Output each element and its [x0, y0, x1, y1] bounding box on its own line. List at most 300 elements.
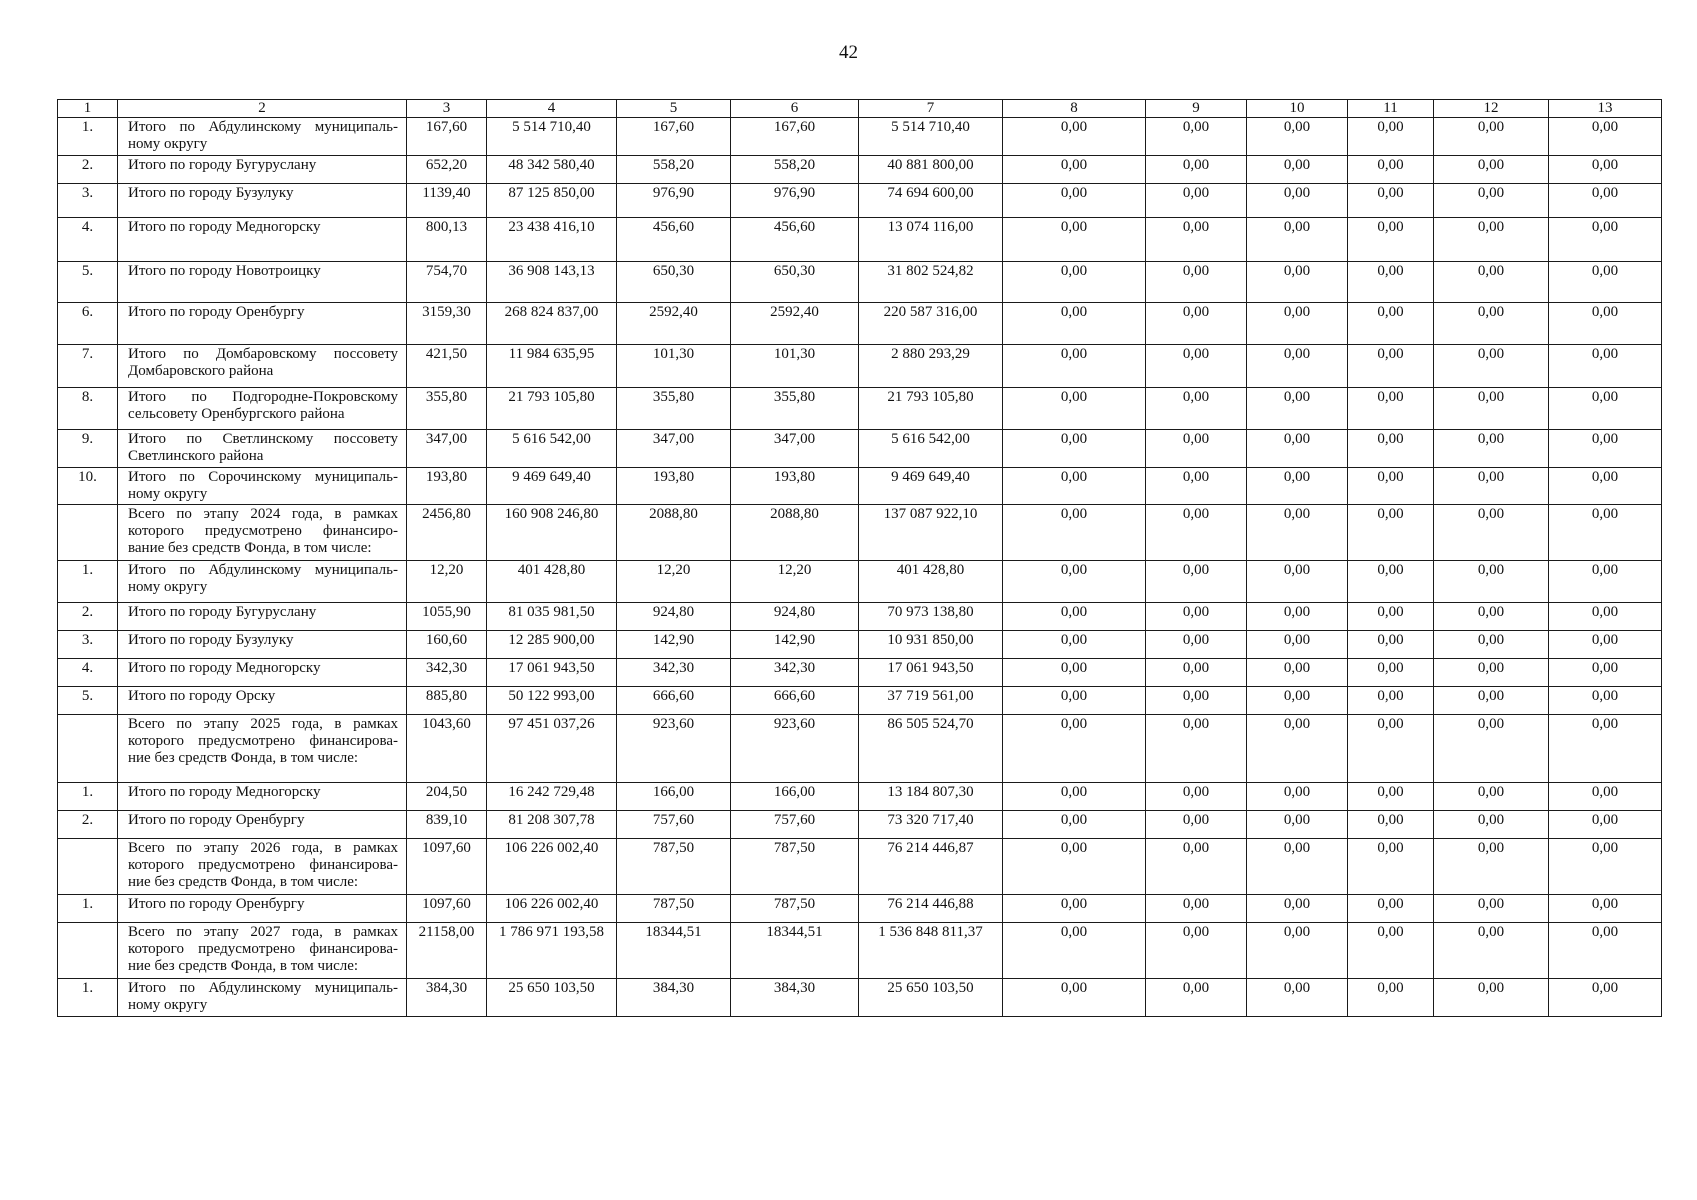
table-row: [58, 687, 1662, 715]
value-cell-c12: 0,00: [1434, 262, 1549, 303]
value-cell-c5: 167,60: [617, 118, 731, 156]
value-cell-c5: 787,50: [617, 895, 731, 923]
value-cell-c9: 0,00: [1146, 895, 1247, 923]
value-cell-c3: 652,20: [407, 156, 487, 184]
value-cell-c6: 558,20: [731, 156, 859, 184]
value-cell-c5: 347,00: [617, 430, 731, 468]
column-number-header: 6: [731, 100, 859, 118]
value-cell-c3: 421,50: [407, 345, 487, 388]
value-cell-c11: 0,00: [1348, 118, 1434, 156]
value-cell-c11: 0,00: [1348, 505, 1434, 561]
value-cell-c12: 0,00: [1434, 303, 1549, 345]
value-cell-c8: 0,00: [1003, 218, 1146, 262]
row-number-cell: 7.: [58, 345, 118, 388]
row-name-cell: Итого по городу Оренбургу: [118, 895, 407, 923]
value-cell-c9: 0,00: [1146, 118, 1247, 156]
row-number-cell: [58, 715, 118, 783]
value-cell-c9: 0,00: [1146, 979, 1247, 1017]
value-cell-c7: 76 214 446,87: [859, 839, 1003, 895]
value-cell-c3: 2456,80: [407, 505, 487, 561]
value-cell-c9: 0,00: [1146, 783, 1247, 811]
value-cell-c13: 0,00: [1549, 603, 1662, 631]
row-number-cell: 5.: [58, 687, 118, 715]
table-row: [58, 430, 1662, 468]
value-cell-c7: 220 587 316,00: [859, 303, 1003, 345]
table-row: [58, 783, 1662, 811]
value-cell-c8: 0,00: [1003, 715, 1146, 783]
row-number-cell: 1.: [58, 895, 118, 923]
value-cell-c11: 0,00: [1348, 811, 1434, 839]
value-cell-c4: 81 035 981,50: [487, 603, 617, 631]
value-cell-c3: 12,20: [407, 561, 487, 603]
table-row: [58, 715, 1662, 783]
table-row: [58, 468, 1662, 505]
value-cell-c4: 50 122 993,00: [487, 687, 617, 715]
value-cell-c7: 13 074 116,00: [859, 218, 1003, 262]
value-cell-c4: 11 984 635,95: [487, 345, 617, 388]
value-cell-c8: 0,00: [1003, 923, 1146, 979]
value-cell-c3: 342,30: [407, 659, 487, 687]
value-cell-c3: 754,70: [407, 262, 487, 303]
table-row: [58, 631, 1662, 659]
column-number-header: 8: [1003, 100, 1146, 118]
row-name-cell: Итого по городу Бугуруслану: [118, 603, 407, 631]
value-cell-c13: 0,00: [1549, 468, 1662, 505]
row-name-cell: Итого по Домбаровскому поссовету Домбаровского района: [118, 345, 407, 388]
value-cell-c11: 0,00: [1348, 430, 1434, 468]
value-cell-c5: 2592,40: [617, 303, 731, 345]
row-number-cell: 10.: [58, 468, 118, 505]
row-number-cell: [58, 505, 118, 561]
row-name-cell: Итого по городу Бузулуку: [118, 631, 407, 659]
value-cell-c9: 0,00: [1146, 430, 1247, 468]
column-number-header: 2: [118, 100, 407, 118]
row-name-cell: Итого по городу Оренбургу: [118, 303, 407, 345]
table-row: [58, 603, 1662, 631]
value-cell-c11: 0,00: [1348, 388, 1434, 430]
value-cell-c8: 0,00: [1003, 783, 1146, 811]
value-cell-c4: 160 908 246,80: [487, 505, 617, 561]
value-cell-c7: 5 514 710,40: [859, 118, 1003, 156]
value-cell-c12: 0,00: [1434, 218, 1549, 262]
value-cell-c5: 923,60: [617, 715, 731, 783]
value-cell-c9: 0,00: [1146, 687, 1247, 715]
page-number: 42: [839, 42, 858, 63]
value-cell-c10: 0,00: [1247, 303, 1348, 345]
row-name-cell: Итого по городу Медногорску: [118, 218, 407, 262]
value-cell-c10: 0,00: [1247, 811, 1348, 839]
value-cell-c13: 0,00: [1549, 561, 1662, 603]
column-number-header: 4: [487, 100, 617, 118]
table-row: [58, 505, 1662, 561]
value-cell-c12: 0,00: [1434, 468, 1549, 505]
value-cell-c3: 839,10: [407, 811, 487, 839]
value-cell-c9: 0,00: [1146, 388, 1247, 430]
value-cell-c5: 12,20: [617, 561, 731, 603]
value-cell-c9: 0,00: [1146, 303, 1247, 345]
value-cell-c5: 924,80: [617, 603, 731, 631]
row-name-cell: Итого по городу Бугуруслану: [118, 156, 407, 184]
value-cell-c5: 666,60: [617, 687, 731, 715]
value-cell-c11: 0,00: [1348, 184, 1434, 218]
value-cell-c7: 21 793 105,80: [859, 388, 1003, 430]
value-cell-c11: 0,00: [1348, 923, 1434, 979]
value-cell-c6: 167,60: [731, 118, 859, 156]
value-cell-c7: 74 694 600,00: [859, 184, 1003, 218]
value-cell-c9: 0,00: [1146, 262, 1247, 303]
table-row: [58, 561, 1662, 603]
value-cell-c9: 0,00: [1146, 923, 1247, 979]
value-cell-c9: 0,00: [1146, 659, 1247, 687]
value-cell-c13: 0,00: [1549, 156, 1662, 184]
row-number-cell: 2.: [58, 156, 118, 184]
row-name-cell: Итого по городу Оренбургу: [118, 811, 407, 839]
value-cell-c4: 48 342 580,40: [487, 156, 617, 184]
row-name-cell: Итого по Светлинскому поссовету Светлинского района: [118, 430, 407, 468]
value-cell-c4: 106 226 002,40: [487, 895, 617, 923]
value-cell-c3: 1043,60: [407, 715, 487, 783]
value-cell-c6: 142,90: [731, 631, 859, 659]
value-cell-c5: 142,90: [617, 631, 731, 659]
value-cell-c10: 0,00: [1247, 631, 1348, 659]
value-cell-c9: 0,00: [1146, 505, 1247, 561]
value-cell-c3: 1139,40: [407, 184, 487, 218]
column-number-header: 11: [1348, 100, 1434, 118]
value-cell-c11: 0,00: [1348, 561, 1434, 603]
value-cell-c12: 0,00: [1434, 783, 1549, 811]
row-number-cell: 1.: [58, 783, 118, 811]
value-cell-c12: 0,00: [1434, 923, 1549, 979]
value-cell-c4: 25 650 103,50: [487, 979, 617, 1017]
row-name-cell: Итого по Абдулинскому муниципаль-ному округу: [118, 561, 407, 603]
value-cell-c6: 193,80: [731, 468, 859, 505]
value-cell-c10: 0,00: [1247, 262, 1348, 303]
value-cell-c4: 268 824 837,00: [487, 303, 617, 345]
table-row: [58, 345, 1662, 388]
row-name-cell: Всего по этапу 2025 года, в рамках которого предусмотрено финансирова-ние без средств Фонда, в том числе:: [118, 715, 407, 783]
value-cell-c12: 0,00: [1434, 388, 1549, 430]
value-cell-c6: 787,50: [731, 839, 859, 895]
value-cell-c4: 106 226 002,40: [487, 839, 617, 895]
table-body: [58, 118, 1662, 1017]
value-cell-c6: 456,60: [731, 218, 859, 262]
table-row: [58, 303, 1662, 345]
value-cell-c7: 2 880 293,29: [859, 345, 1003, 388]
column-number-header: 9: [1146, 100, 1247, 118]
value-cell-c11: 0,00: [1348, 156, 1434, 184]
row-name-cell: Всего по этапу 2027 года, в рамках которого предусмотрено финансирова-ние без средств Фонда, в том числе:: [118, 923, 407, 979]
value-cell-c11: 0,00: [1348, 895, 1434, 923]
value-cell-c6: 666,60: [731, 687, 859, 715]
value-cell-c8: 0,00: [1003, 262, 1146, 303]
value-cell-c10: 0,00: [1247, 659, 1348, 687]
value-cell-c6: 924,80: [731, 603, 859, 631]
value-cell-c7: 73 320 717,40: [859, 811, 1003, 839]
value-cell-c10: 0,00: [1247, 783, 1348, 811]
value-cell-c10: 0,00: [1247, 468, 1348, 505]
row-name-cell: Итого по Сорочинскому муниципаль-ному округу: [118, 468, 407, 505]
row-name-cell: Итого по городу Медногорску: [118, 659, 407, 687]
row-number-cell: 3.: [58, 631, 118, 659]
value-cell-c4: 12 285 900,00: [487, 631, 617, 659]
row-number-cell: 8.: [58, 388, 118, 430]
value-cell-c13: 0,00: [1549, 783, 1662, 811]
row-number-cell: 1.: [58, 561, 118, 603]
column-number-header: 12: [1434, 100, 1549, 118]
value-cell-c4: 81 208 307,78: [487, 811, 617, 839]
value-cell-c13: 0,00: [1549, 659, 1662, 687]
column-number-header: 5: [617, 100, 731, 118]
value-cell-c3: 885,80: [407, 687, 487, 715]
value-cell-c5: 558,20: [617, 156, 731, 184]
value-cell-c3: 160,60: [407, 631, 487, 659]
value-cell-c7: 1 536 848 811,37: [859, 923, 1003, 979]
header-row: [58, 100, 1662, 118]
value-cell-c4: 1 786 971 193,58: [487, 923, 617, 979]
value-cell-c13: 0,00: [1549, 388, 1662, 430]
value-cell-c10: 0,00: [1247, 561, 1348, 603]
value-cell-c13: 0,00: [1549, 811, 1662, 839]
value-cell-c3: 355,80: [407, 388, 487, 430]
value-cell-c6: 166,00: [731, 783, 859, 811]
value-cell-c10: 0,00: [1247, 979, 1348, 1017]
value-cell-c3: 1097,60: [407, 839, 487, 895]
value-cell-c4: 87 125 850,00: [487, 184, 617, 218]
value-cell-c8: 0,00: [1003, 184, 1146, 218]
value-cell-c9: 0,00: [1146, 345, 1247, 388]
value-cell-c12: 0,00: [1434, 715, 1549, 783]
value-cell-c10: 0,00: [1247, 118, 1348, 156]
value-cell-c10: 0,00: [1247, 715, 1348, 783]
value-cell-c4: 97 451 037,26: [487, 715, 617, 783]
value-cell-c12: 0,00: [1434, 184, 1549, 218]
value-cell-c13: 0,00: [1549, 923, 1662, 979]
row-number-cell: 4.: [58, 218, 118, 262]
value-cell-c7: 86 505 524,70: [859, 715, 1003, 783]
row-number-cell: 9.: [58, 430, 118, 468]
value-cell-c7: 31 802 524,82: [859, 262, 1003, 303]
value-cell-c3: 167,60: [407, 118, 487, 156]
row-name-cell: Итого по Абдулинскому муниципаль-ному округу: [118, 979, 407, 1017]
value-cell-c9: 0,00: [1146, 811, 1247, 839]
value-cell-c4: 401 428,80: [487, 561, 617, 603]
row-number-cell: 1.: [58, 118, 118, 156]
column-number-header: 10: [1247, 100, 1348, 118]
value-cell-c12: 0,00: [1434, 979, 1549, 1017]
value-cell-c5: 193,80: [617, 468, 731, 505]
value-cell-c13: 0,00: [1549, 839, 1662, 895]
value-cell-c5: 2088,80: [617, 505, 731, 561]
column-number-header: 7: [859, 100, 1003, 118]
value-cell-c5: 757,60: [617, 811, 731, 839]
value-cell-c3: 347,00: [407, 430, 487, 468]
table-row: [58, 979, 1662, 1017]
value-cell-c3: 800,13: [407, 218, 487, 262]
value-cell-c5: 18344,51: [617, 923, 731, 979]
value-cell-c7: 9 469 649,40: [859, 468, 1003, 505]
value-cell-c11: 0,00: [1348, 603, 1434, 631]
table-row: [58, 218, 1662, 262]
value-cell-c10: 0,00: [1247, 603, 1348, 631]
value-cell-c8: 0,00: [1003, 505, 1146, 561]
value-cell-c4: 21 793 105,80: [487, 388, 617, 430]
table-row: [58, 811, 1662, 839]
value-cell-c7: 401 428,80: [859, 561, 1003, 603]
value-cell-c8: 0,00: [1003, 303, 1146, 345]
value-cell-c10: 0,00: [1247, 388, 1348, 430]
table-row: [58, 839, 1662, 895]
value-cell-c8: 0,00: [1003, 156, 1146, 184]
value-cell-c4: 5 616 542,00: [487, 430, 617, 468]
table-row: [58, 923, 1662, 979]
value-cell-c11: 0,00: [1348, 262, 1434, 303]
column-number-header: 13: [1549, 100, 1662, 118]
value-cell-c7: 76 214 446,88: [859, 895, 1003, 923]
value-cell-c8: 0,00: [1003, 561, 1146, 603]
value-cell-c6: 101,30: [731, 345, 859, 388]
value-cell-c9: 0,00: [1146, 631, 1247, 659]
value-cell-c4: 36 908 143,13: [487, 262, 617, 303]
value-cell-c10: 0,00: [1247, 218, 1348, 262]
value-cell-c5: 101,30: [617, 345, 731, 388]
row-name-cell: Итого по городу Медногорску: [118, 783, 407, 811]
value-cell-c6: 347,00: [731, 430, 859, 468]
value-cell-c4: 16 242 729,48: [487, 783, 617, 811]
row-name-cell: Всего по этапу 2026 года, в рамках которого предусмотрено финансирова-ние без средств Фонда, в том числе:: [118, 839, 407, 895]
value-cell-c3: 1055,90: [407, 603, 487, 631]
value-cell-c8: 0,00: [1003, 839, 1146, 895]
value-cell-c11: 0,00: [1348, 659, 1434, 687]
value-cell-c13: 0,00: [1549, 505, 1662, 561]
value-cell-c13: 0,00: [1549, 895, 1662, 923]
value-cell-c13: 0,00: [1549, 715, 1662, 783]
value-cell-c5: 650,30: [617, 262, 731, 303]
value-cell-c13: 0,00: [1549, 687, 1662, 715]
value-cell-c13: 0,00: [1549, 979, 1662, 1017]
value-cell-c4: 17 061 943,50: [487, 659, 617, 687]
value-cell-c13: 0,00: [1549, 118, 1662, 156]
value-cell-c8: 0,00: [1003, 345, 1146, 388]
table-row: [58, 118, 1662, 156]
value-cell-c7: 37 719 561,00: [859, 687, 1003, 715]
table-row: [58, 388, 1662, 430]
value-cell-c12: 0,00: [1434, 631, 1549, 659]
table-row: [58, 184, 1662, 218]
value-cell-c5: 166,00: [617, 783, 731, 811]
row-name-cell: Итого по Абдулинскому муниципаль-ному округу: [118, 118, 407, 156]
row-name-cell: Всего по этапу 2024 года, в рамках которого предусмотрено финансиро-вание без средств Фонда, в том числе:: [118, 505, 407, 561]
value-cell-c10: 0,00: [1247, 839, 1348, 895]
table-row: [58, 262, 1662, 303]
value-cell-c7: 70 973 138,80: [859, 603, 1003, 631]
table-header: [58, 100, 1662, 118]
value-cell-c9: 0,00: [1146, 561, 1247, 603]
value-cell-c9: 0,00: [1146, 156, 1247, 184]
value-cell-c10: 0,00: [1247, 430, 1348, 468]
finance-table: [57, 99, 1662, 1017]
row-name-cell: Итого по городу Орску: [118, 687, 407, 715]
value-cell-c6: 923,60: [731, 715, 859, 783]
value-cell-c9: 0,00: [1146, 184, 1247, 218]
value-cell-c6: 355,80: [731, 388, 859, 430]
value-cell-c5: 787,50: [617, 839, 731, 895]
value-cell-c6: 650,30: [731, 262, 859, 303]
value-cell-c8: 0,00: [1003, 811, 1146, 839]
value-cell-c4: 5 514 710,40: [487, 118, 617, 156]
value-cell-c13: 0,00: [1549, 218, 1662, 262]
row-number-cell: 3.: [58, 184, 118, 218]
value-cell-c11: 0,00: [1348, 218, 1434, 262]
value-cell-c4: 9 469 649,40: [487, 468, 617, 505]
value-cell-c12: 0,00: [1434, 345, 1549, 388]
value-cell-c3: 204,50: [407, 783, 487, 811]
value-cell-c8: 0,00: [1003, 895, 1146, 923]
value-cell-c6: 342,30: [731, 659, 859, 687]
value-cell-c6: 12,20: [731, 561, 859, 603]
row-number-cell: 4.: [58, 659, 118, 687]
value-cell-c13: 0,00: [1549, 262, 1662, 303]
column-number-header: 3: [407, 100, 487, 118]
value-cell-c13: 0,00: [1549, 345, 1662, 388]
table-row: [58, 659, 1662, 687]
value-cell-c3: 21158,00: [407, 923, 487, 979]
value-cell-c6: 18344,51: [731, 923, 859, 979]
value-cell-c11: 0,00: [1348, 979, 1434, 1017]
value-cell-c7: 40 881 800,00: [859, 156, 1003, 184]
value-cell-c7: 13 184 807,30: [859, 783, 1003, 811]
value-cell-c10: 0,00: [1247, 895, 1348, 923]
value-cell-c11: 0,00: [1348, 839, 1434, 895]
value-cell-c8: 0,00: [1003, 631, 1146, 659]
row-number-cell: 2.: [58, 811, 118, 839]
value-cell-c12: 0,00: [1434, 687, 1549, 715]
value-cell-c10: 0,00: [1247, 184, 1348, 218]
value-cell-c7: 10 931 850,00: [859, 631, 1003, 659]
value-cell-c11: 0,00: [1348, 783, 1434, 811]
value-cell-c8: 0,00: [1003, 118, 1146, 156]
value-cell-c10: 0,00: [1247, 923, 1348, 979]
value-cell-c13: 0,00: [1549, 303, 1662, 345]
value-cell-c3: 193,80: [407, 468, 487, 505]
value-cell-c8: 0,00: [1003, 430, 1146, 468]
value-cell-c13: 0,00: [1549, 184, 1662, 218]
value-cell-c9: 0,00: [1146, 603, 1247, 631]
value-cell-c6: 757,60: [731, 811, 859, 839]
value-cell-c3: 1097,60: [407, 895, 487, 923]
row-number-cell: 2.: [58, 603, 118, 631]
value-cell-c6: 2592,40: [731, 303, 859, 345]
value-cell-c12: 0,00: [1434, 811, 1549, 839]
row-number-cell: 1.: [58, 979, 118, 1017]
value-cell-c8: 0,00: [1003, 468, 1146, 505]
value-cell-c8: 0,00: [1003, 687, 1146, 715]
value-cell-c12: 0,00: [1434, 430, 1549, 468]
value-cell-c6: 787,50: [731, 895, 859, 923]
value-cell-c3: 384,30: [407, 979, 487, 1017]
value-cell-c8: 0,00: [1003, 659, 1146, 687]
value-cell-c4: 23 438 416,10: [487, 218, 617, 262]
value-cell-c6: 2088,80: [731, 505, 859, 561]
value-cell-c10: 0,00: [1247, 345, 1348, 388]
value-cell-c11: 0,00: [1348, 303, 1434, 345]
value-cell-c12: 0,00: [1434, 561, 1549, 603]
value-cell-c12: 0,00: [1434, 839, 1549, 895]
value-cell-c11: 0,00: [1348, 345, 1434, 388]
value-cell-c5: 384,30: [617, 979, 731, 1017]
column-number-header: 1: [58, 100, 118, 118]
value-cell-c10: 0,00: [1247, 505, 1348, 561]
value-cell-c13: 0,00: [1549, 631, 1662, 659]
